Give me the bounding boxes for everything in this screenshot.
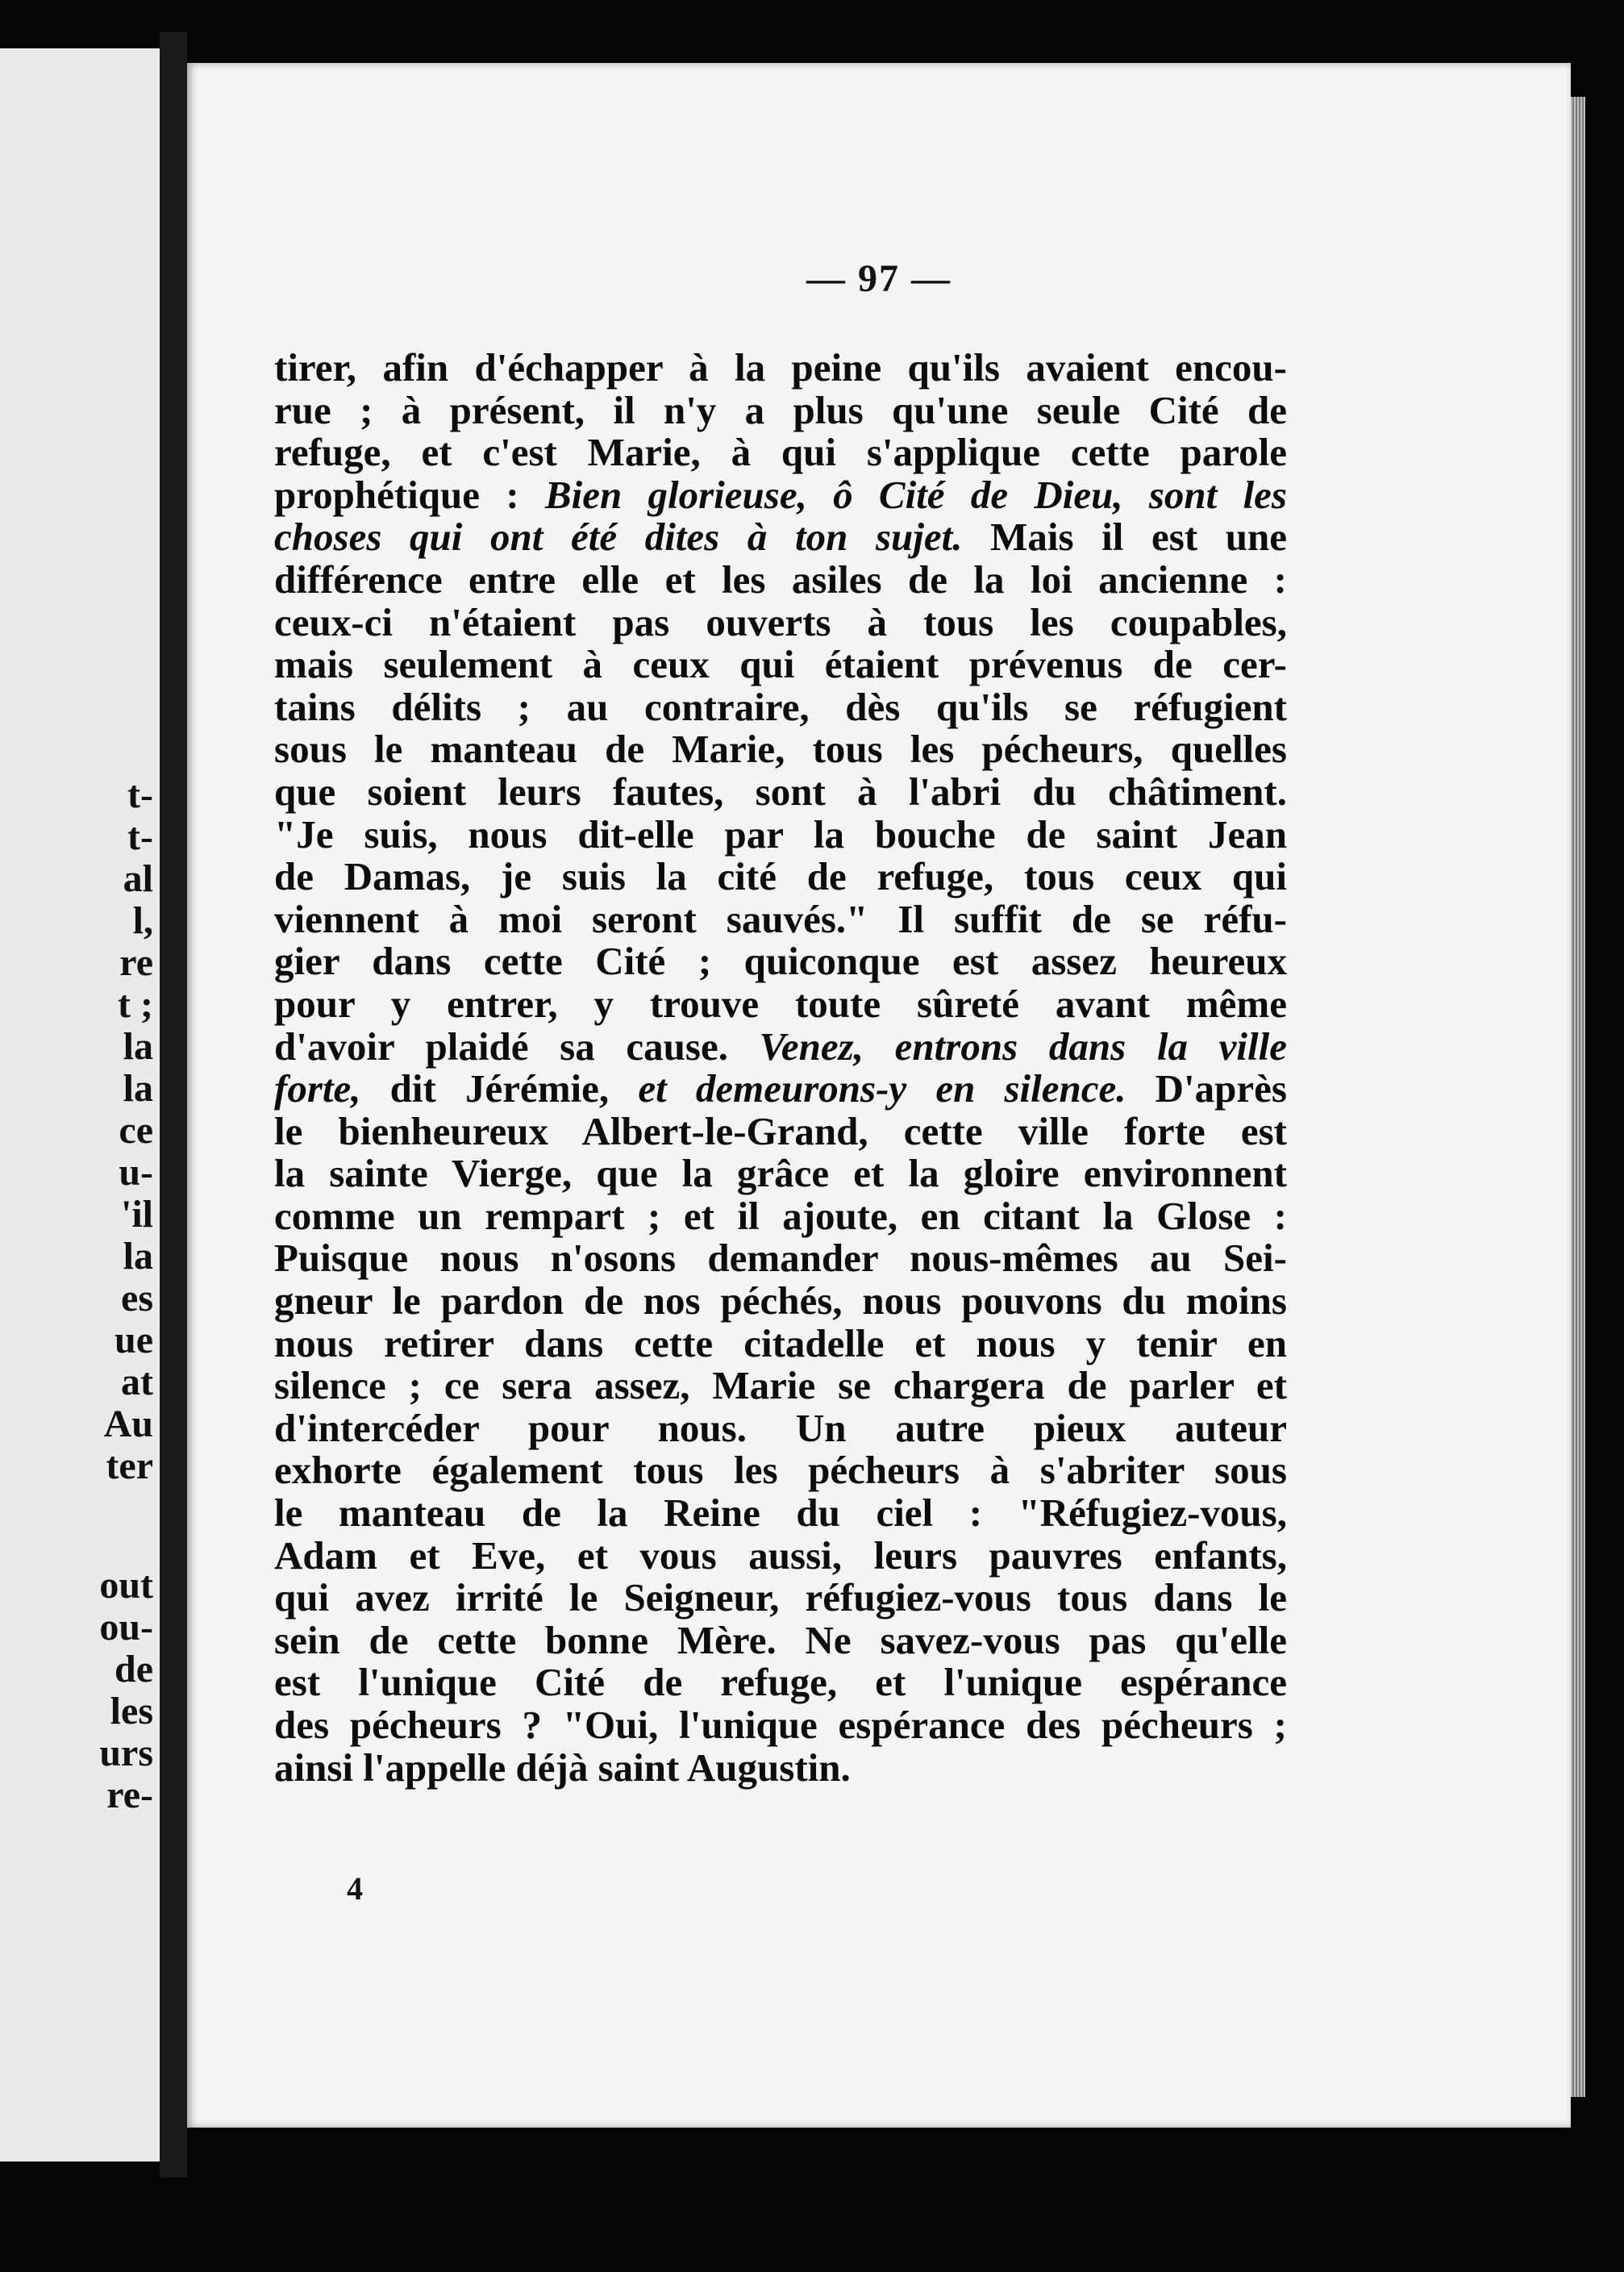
facing-page-text-fragment: Au [103,1403,153,1445]
facing-page-text-fragment: re- [106,1774,153,1816]
facing-page-text-fragment: ue [115,1319,153,1361]
text-line: la sainte Vierge, que la grâce et la gloire environnent [274,1151,1287,1196]
text-line: prophétique : Bien glorieuse, ô Cité de Dieu, sont les [274,472,1288,517]
text-line: viennent à moi seront sauvés." Il suffit de se réfu- [274,896,1287,941]
page-number: — 97 — [806,257,951,300]
body-text [274,347,1287,1789]
facing-page-text-fragment: out [99,1564,153,1607]
facing-page-text-fragment: u- [119,1151,153,1194]
facing-page-text-fragment: urs [99,1732,153,1774]
text-line: comme un rempart ; et il ajoute, en citant la Glose : [274,1193,1287,1238]
facing-page-text-fragment: re [119,941,153,984]
text-line: gneur le pardon de nos péchés, nous pouvons du moins [274,1278,1287,1324]
facing-page-text-fragment: ou- [99,1606,153,1649]
text-line: pour y entrer, y trouve toute sûreté avant même [274,981,1287,1026]
facing-page-fragment [0,48,160,2162]
text-line: le bienheureux Albert-le-Grand, cette ville forte est [274,1108,1287,1153]
book-page [187,63,1571,2128]
text-line: forte, dit Jérémie, et demeurons-y en silence. D'après [274,1066,1287,1111]
text-line: gier dans cette Cité ; quiconque est assez heureux [274,939,1287,984]
facing-page-text-fragment: les [110,1690,153,1732]
text-line: que soient leurs fautes, sont à l'abri du châtiment. [274,769,1287,814]
facing-page-text-fragment: t- [127,773,153,816]
text-line: différence entre elle et les asiles de la loi ancienne : [274,557,1287,602]
text-line: choses qui ont été dites à ton sujet. Mais il est une [274,515,1288,560]
facing-page-text-fragment: 'il [120,1193,153,1236]
facing-page-text-fragment: de [115,1648,153,1690]
text-line: silence ; ce sera assez, Marie se chargera de parler et [274,1363,1287,1408]
text-line: d'avoir plaidé sa cause. Venez, entrons dans la ville [274,1023,1287,1069]
facing-page-text-fragment: t ; [118,983,153,1026]
facing-page-text-fragment: l, [132,899,153,942]
text-line: de Damas, je suis la cité de refuge, tous ceux qui [274,854,1287,899]
facing-page-text-fragment: la [123,1235,153,1278]
signature-mark: 4 [347,1870,363,1907]
facing-page-text-fragment: ce [119,1109,153,1152]
page-edges [1571,97,1585,2097]
facing-page-text-fragment: ter [106,1444,153,1487]
text-line: rue ; à présent, il n'y a plus qu'une seule Cité de [274,387,1287,432]
text-line: ainsi l'appelle déjà saint Augustin. [274,1745,851,1790]
text-line: Adam et Eve, et vous aussi, leurs pauvres enfants, [274,1532,1287,1578]
facing-page-text-fragment: la [123,1067,153,1110]
text-line: d'intercéder pour nous. Un autre pieux auteur [274,1405,1287,1450]
text-line: "Je suis, nous dit-elle par la bouche de saint Jean [274,811,1287,857]
facing-page-text-fragment: at [121,1361,153,1403]
text-line: exhorte également tous les pécheurs à s'abriter sous [274,1448,1287,1493]
text-line: Puisque nous n'osons demander nous-mêmes au Sei- [274,1236,1287,1281]
text-line: mais seulement à ceux qui étaient prévenus de cer- [274,642,1287,687]
book-spine [160,32,187,2178]
text-line: sous le manteau de Marie, tous les pécheurs, quelles [274,727,1287,772]
text-line: refuge, et c'est Marie, à qui s'applique cette parole [274,430,1287,475]
text-line: ceux-ci n'étaient pas ouverts à tous les coupables, [274,599,1287,644]
text-line: tirer, afin d'échapper à la peine qu'ils avaient encou- [274,345,1287,390]
facing-page-text-fragment: es [121,1277,153,1319]
text-line: des pécheurs ? "Oui, l'unique espérance des pécheurs ; [274,1703,1287,1747]
text-line: le manteau de la Reine du ciel : "Réfugiez-vous, [274,1490,1287,1536]
text-line: est l'unique Cité de refuge, et l'unique espérance [274,1660,1287,1705]
facing-page-text-fragment: t- [127,815,153,858]
text-line: qui avez irrité le Seigneur, réfugiez-vous tous dans le [274,1575,1287,1620]
facing-page-text-fragment: la [123,1025,153,1068]
text-line: tains délits ; au contraire, dès qu'ils se réfugient [274,684,1287,729]
text-line: nous retirer dans cette citadelle et nous y tenir en [274,1320,1287,1365]
facing-page-text-fragment: al [123,857,153,900]
text-line: sein de cette bonne Mère. Ne savez-vous pas qu'elle [274,1617,1287,1662]
